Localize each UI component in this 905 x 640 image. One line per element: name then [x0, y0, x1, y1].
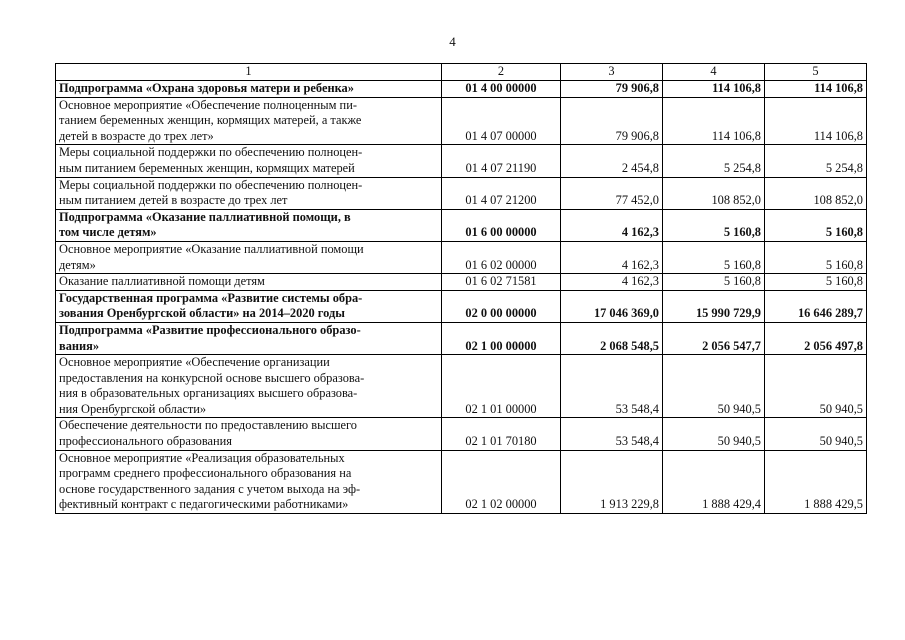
- row-value-col3: 1 913 229,8: [561, 450, 663, 513]
- row-value-col5: 50 940,5: [765, 418, 867, 450]
- row-name: Основное мероприятие «Реализация образовательных программ среднего профессионального образования на основе государственного задания с учетом выхода на эф- фективный контракт с педагогическими работниками»: [56, 450, 442, 513]
- row-value-col5: 1 888 429,5: [765, 450, 867, 513]
- row-value-col4: 114 106,8: [663, 97, 765, 145]
- row-code: 01 6 02 00000: [442, 241, 561, 273]
- row-name: Подпрограмма «Охрана здоровья матери и ребенка»: [56, 81, 442, 98]
- row-value-col5: 5 160,8: [765, 274, 867, 291]
- row-name: Основное мероприятие «Обеспечение полноценным пи- танием беременных женщин, кормящих матерей, а также детей в возрасте до трех лет»: [56, 97, 442, 145]
- row-code: 01 6 00 00000: [442, 209, 561, 241]
- row-value-col4: 108 852,0: [663, 177, 765, 209]
- row-value-col5: 50 940,5: [765, 355, 867, 418]
- row-code: 02 1 01 00000: [442, 355, 561, 418]
- row-name: Государственная программа «Развитие системы обра- зования Оренбургской области» на 2014–2020 годы: [56, 290, 442, 322]
- row-value-col3: 4 162,3: [561, 274, 663, 291]
- row-value-col3: 53 548,4: [561, 355, 663, 418]
- row-value-col3: 4 162,3: [561, 241, 663, 273]
- row-name: Меры социальной поддержки по обеспечению полноцен- ным питанием детей в возрасте до трех лет: [56, 177, 442, 209]
- table-row: [56, 209, 867, 241]
- table-row: [56, 290, 867, 322]
- row-value-col5: 2 056 497,8: [765, 322, 867, 354]
- table-row: [56, 241, 867, 273]
- row-value-col4: 5 160,8: [663, 274, 765, 291]
- row-value-col5: 114 106,8: [765, 97, 867, 145]
- row-value-col5: 5 160,8: [765, 209, 867, 241]
- table-row: [56, 145, 867, 177]
- row-code: 01 4 07 21200: [442, 177, 561, 209]
- row-code: 01 6 02 71581: [442, 274, 561, 291]
- row-value-col4: 114 106,8: [663, 81, 765, 98]
- table-row: [56, 177, 867, 209]
- row-value-col5: 5 160,8: [765, 241, 867, 273]
- row-value-col4: 50 940,5: [663, 355, 765, 418]
- row-code: 02 1 02 00000: [442, 450, 561, 513]
- column-header: 4: [663, 64, 765, 81]
- table-row: [56, 450, 867, 513]
- row-value-col4: 2 056 547,7: [663, 322, 765, 354]
- row-name: Подпрограмма «Развитие профессионального образо- вания»: [56, 322, 442, 354]
- row-code: 01 4 00 00000: [442, 81, 561, 98]
- row-value-col3: 77 452,0: [561, 177, 663, 209]
- row-value-col5: 114 106,8: [765, 81, 867, 98]
- row-value-col4: 50 940,5: [663, 418, 765, 450]
- row-value-col4: 15 990 729,9: [663, 290, 765, 322]
- row-value-col3: 17 046 369,0: [561, 290, 663, 322]
- table-row: [56, 81, 867, 98]
- page-number: 4: [449, 34, 456, 49]
- budget-table: [55, 63, 867, 514]
- row-value-col3: 2 068 548,5: [561, 322, 663, 354]
- column-header: 5: [765, 64, 867, 81]
- row-value-col3: 53 548,4: [561, 418, 663, 450]
- row-value-col3: 4 162,3: [561, 209, 663, 241]
- row-code: 01 4 07 21190: [442, 145, 561, 177]
- row-name: Основное мероприятие «Обеспечение организации предоставления на конкурсной основе высшего образова- ния в образовательных организациях высшего образова- ния Оренбургской области»: [56, 355, 442, 418]
- table-row: [56, 274, 867, 291]
- row-value-col3: 2 454,8: [561, 145, 663, 177]
- row-name: Подпрограмма «Оказание паллиативной помощи, в том числе детям»: [56, 209, 442, 241]
- row-name: Меры социальной поддержки по обеспечению полноцен- ным питанием беременных женщин, кормящих матерей: [56, 145, 442, 177]
- row-value-col4: 5 160,8: [663, 241, 765, 273]
- column-header: 2: [442, 64, 561, 81]
- row-value-col3: 79 906,8: [561, 81, 663, 98]
- row-value-col3: 79 906,8: [561, 97, 663, 145]
- row-code: 02 1 01 70180: [442, 418, 561, 450]
- row-value-col5: 16 646 289,7: [765, 290, 867, 322]
- row-value-col5: 108 852,0: [765, 177, 867, 209]
- row-name: Обеспечение деятельности по предоставлению высшего профессионального образования: [56, 418, 442, 450]
- row-code: 01 4 07 00000: [442, 97, 561, 145]
- row-value-col5: 5 254,8: [765, 145, 867, 177]
- row-name: Основное мероприятие «Оказание паллиативной помощи детям»: [56, 241, 442, 273]
- row-name: Оказание паллиативной помощи детям: [56, 274, 442, 291]
- row-value-col4: 1 888 429,4: [663, 450, 765, 513]
- row-value-col4: 5 254,8: [663, 145, 765, 177]
- table-row: [56, 355, 867, 418]
- table-row: [56, 418, 867, 450]
- table-row: [56, 97, 867, 145]
- row-value-col4: 5 160,8: [663, 209, 765, 241]
- row-code: 02 1 00 00000: [442, 322, 561, 354]
- column-header: 1: [56, 64, 442, 81]
- row-code: 02 0 00 00000: [442, 290, 561, 322]
- header-row: [56, 64, 867, 81]
- table-row: [56, 322, 867, 354]
- column-header: 3: [561, 64, 663, 81]
